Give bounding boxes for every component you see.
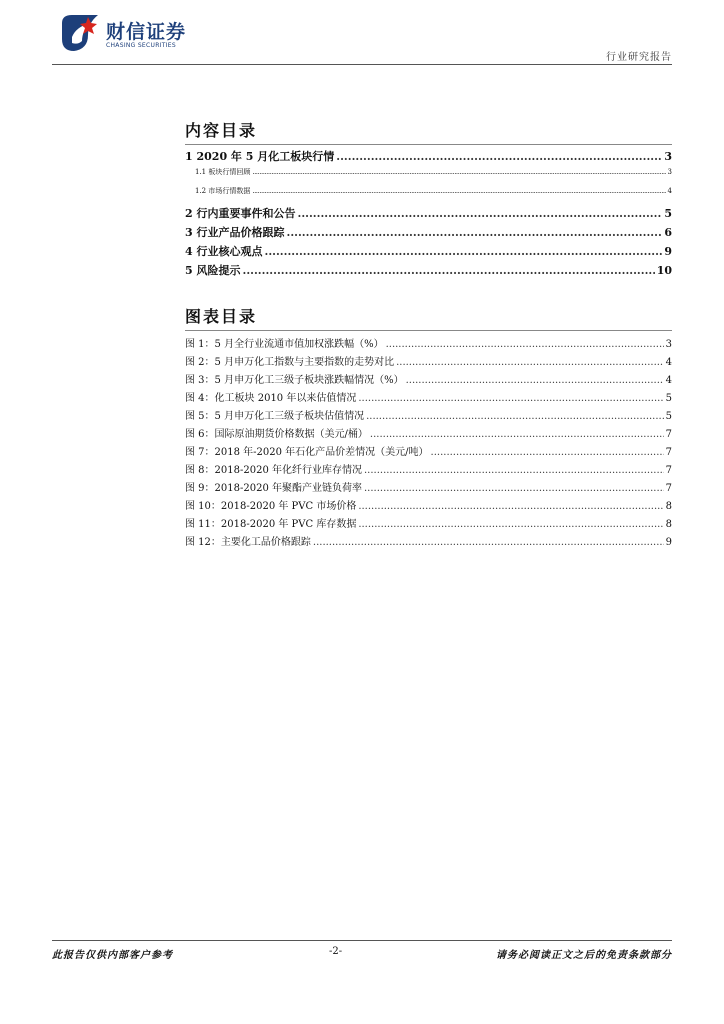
toc-entry-label: 1.1 板块行情回顾 bbox=[195, 168, 251, 176]
figure-entry-page: 5 bbox=[665, 393, 672, 404]
toc-entry[interactable] bbox=[185, 205, 672, 224]
toc-leader-dots bbox=[431, 447, 664, 458]
toc-leader-dots bbox=[313, 537, 664, 548]
toc-leader-dots bbox=[396, 357, 664, 368]
figure-entry-page: 4 bbox=[665, 375, 672, 386]
toc-leader-dots bbox=[242, 264, 654, 277]
figure-entry-page: 7 bbox=[665, 429, 672, 440]
toc-entry[interactable] bbox=[185, 243, 672, 262]
report-type-label: 行业研究报告 bbox=[606, 52, 672, 63]
toc-entry-page: 10 bbox=[656, 264, 672, 277]
toc-leader-dots bbox=[364, 465, 664, 476]
header-divider bbox=[52, 64, 672, 65]
toc-entry[interactable] bbox=[185, 148, 672, 167]
figure-entry[interactable] bbox=[185, 353, 672, 371]
figure-entry[interactable] bbox=[185, 407, 672, 425]
toc-entry-page: 6 bbox=[664, 226, 672, 239]
figure-entry-label: 图 7：2018 年-2020 年石化产品价差情况（美元/吨） bbox=[185, 447, 429, 458]
figures-title: 图表目录 bbox=[185, 307, 258, 326]
footer-divider bbox=[52, 940, 672, 941]
contents-list bbox=[185, 148, 672, 281]
figure-entry[interactable] bbox=[185, 533, 672, 551]
toc-entry-label: 5 风险提示 bbox=[185, 264, 241, 277]
figure-entry-label: 图 2：5 月申万化工指数与主要指数的走势对比 bbox=[185, 357, 395, 368]
toc-leader-dots bbox=[358, 393, 663, 404]
toc-leader-dots bbox=[297, 207, 662, 220]
figure-entry-page: 9 bbox=[665, 537, 672, 548]
figure-entry-label: 图 1：5 月全行业流通市值加权涨跌幅（%） bbox=[185, 339, 384, 350]
toc-entry-page: 3 bbox=[667, 168, 672, 176]
figure-entry[interactable] bbox=[185, 425, 672, 443]
figure-entry-page: 3 bbox=[665, 339, 672, 350]
contents-title: 内容目录 bbox=[185, 121, 258, 140]
figure-entry-label: 图 12：主要化工品价格跟踪 bbox=[185, 537, 311, 548]
logo-emblem-icon bbox=[58, 13, 102, 53]
figure-entry[interactable] bbox=[185, 371, 672, 389]
figure-entry-label: 图 4：化工板块 2010 年以来估值情况 bbox=[185, 393, 357, 404]
toc-leader-dots bbox=[406, 375, 664, 386]
figure-entry-label: 图 11：2018-2020 年 PVC 库存数据 bbox=[185, 519, 357, 530]
figure-entry-page: 7 bbox=[665, 447, 672, 458]
figure-entry[interactable] bbox=[185, 515, 672, 533]
company-logo bbox=[58, 13, 198, 53]
toc-leader-dots bbox=[386, 339, 664, 350]
toc-leader-dots bbox=[286, 226, 662, 239]
toc-leader-dots bbox=[252, 187, 665, 195]
toc-leader-dots bbox=[358, 501, 663, 512]
toc-entry[interactable] bbox=[185, 167, 672, 186]
logo-english-name: CHASING SECURITIES bbox=[106, 42, 176, 49]
toc-entry-page: 5 bbox=[664, 207, 672, 220]
toc-leader-dots bbox=[366, 411, 664, 422]
figure-entry[interactable] bbox=[185, 389, 672, 407]
toc-entry-label: 1.2 市场行情数据 bbox=[195, 187, 251, 195]
figure-entry-page: 7 bbox=[665, 483, 672, 494]
toc-entry-label: 2 行内重要事件和公告 bbox=[185, 207, 296, 220]
toc-leader-dots bbox=[264, 245, 662, 258]
toc-entry-label: 1 2020 年 5 月化工板块行情 bbox=[185, 150, 335, 163]
figure-entry[interactable] bbox=[185, 479, 672, 497]
page-number: -2- bbox=[329, 946, 343, 957]
toc-entry-label: 4 行业核心观点 bbox=[185, 245, 263, 258]
figure-entry[interactable] bbox=[185, 461, 672, 479]
figures-list bbox=[185, 335, 672, 551]
toc-entry[interactable] bbox=[185, 186, 672, 205]
toc-leader-dots bbox=[364, 483, 664, 494]
toc-entry-label: 3 行业产品价格跟踪 bbox=[185, 226, 285, 239]
toc-entry-page: 4 bbox=[667, 187, 672, 195]
toc-entry[interactable] bbox=[185, 224, 672, 243]
toc-entry-page: 9 bbox=[664, 245, 672, 258]
toc-leader-dots bbox=[336, 150, 662, 163]
contents-title-divider bbox=[185, 144, 672, 145]
figure-entry-label: 图 9：2018-2020 年聚酯产业链负荷率 bbox=[185, 483, 362, 494]
footer-disclaimer-left: 此报告仅供内部客户参考 bbox=[52, 950, 173, 961]
logo-chinese-name: 财信证券 bbox=[106, 21, 187, 43]
toc-leader-dots bbox=[252, 168, 665, 176]
figure-entry-page: 5 bbox=[665, 411, 672, 422]
toc-entry-page: 3 bbox=[664, 150, 672, 163]
figure-entry[interactable] bbox=[185, 335, 672, 353]
figure-entry-label: 图 5：5 月申万化工三级子板块估值情况 bbox=[185, 411, 365, 422]
toc-leader-dots bbox=[358, 519, 663, 530]
toc-entry[interactable] bbox=[185, 262, 672, 281]
toc-leader-dots bbox=[370, 429, 664, 440]
figure-entry-label: 图 10：2018-2020 年 PVC 市场价格 bbox=[185, 501, 357, 512]
figure-entry-page: 8 bbox=[665, 501, 672, 512]
figures-title-divider bbox=[185, 330, 672, 331]
figure-entry[interactable] bbox=[185, 443, 672, 461]
figure-entry-label: 图 3：5 月申万化工三级子板块涨跌幅情况（%） bbox=[185, 375, 404, 386]
footer-disclaimer-right: 请务必阅读正文之后的免责条款部分 bbox=[496, 950, 672, 961]
figure-entry-page: 4 bbox=[665, 357, 672, 368]
figure-entry-label: 图 8：2018-2020 年化纤行业库存情况 bbox=[185, 465, 362, 476]
figure-entry-label: 图 6：国际原油期货价格数据（美元/桶） bbox=[185, 429, 368, 440]
figure-entry[interactable] bbox=[185, 497, 672, 515]
figure-entry-page: 7 bbox=[665, 465, 672, 476]
figure-entry-page: 8 bbox=[665, 519, 672, 530]
